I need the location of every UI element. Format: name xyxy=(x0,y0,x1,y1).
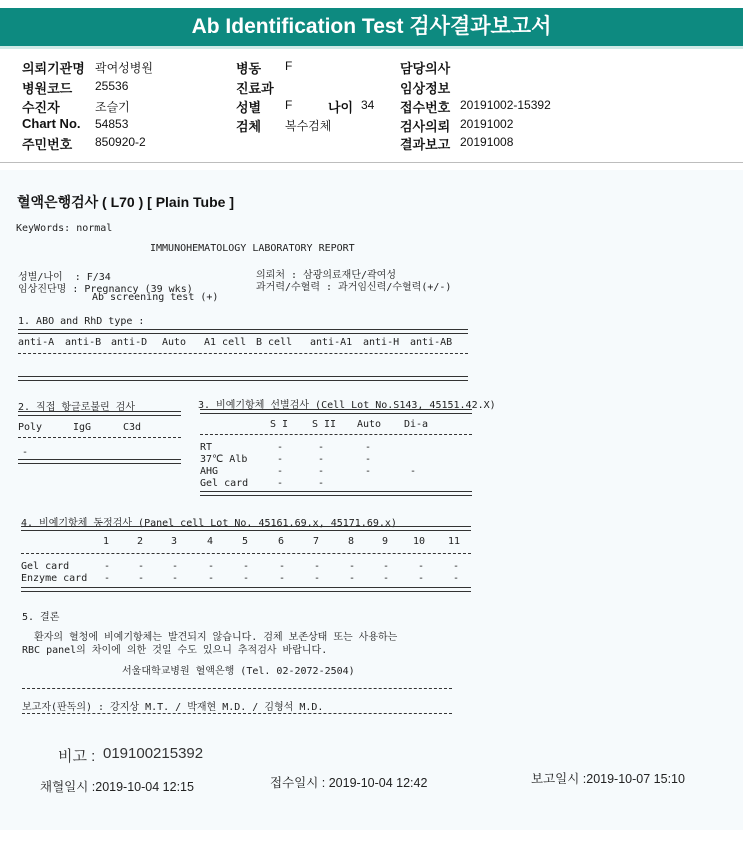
s2-col-c3d: C3d xyxy=(123,422,142,433)
s3-cell: - xyxy=(365,454,372,465)
s3-cell: - xyxy=(318,466,325,477)
s3-title: 3. 비예기항체 선별검사 (Cell Lot No.S143, 45151.42.X) xyxy=(198,400,496,411)
receipt-no-value: 20191002-15392 xyxy=(460,98,551,112)
s3-rule-mid xyxy=(200,434,472,435)
remark-value: 019100215392 xyxy=(103,745,204,762)
s2-rule-top xyxy=(18,411,181,416)
collector-label: 수진자 xyxy=(22,100,60,115)
age-value: 34 xyxy=(361,98,375,112)
s4-col: 9 xyxy=(382,536,389,547)
chart-no-label: Chart No. xyxy=(22,116,81,131)
diagnosis-secondary: Ab screening test (+) xyxy=(92,292,219,303)
s1-col-anti-a1: anti-A1 xyxy=(310,337,353,348)
s4-cell: - xyxy=(208,573,215,584)
collector-value: 조슬기 xyxy=(95,100,130,114)
doctor-label: 담당의사 xyxy=(400,61,451,76)
s5-title: 5. 결론 xyxy=(22,612,60,623)
s4-cell: - xyxy=(172,573,179,584)
s3-rule-bottom xyxy=(200,491,472,496)
s3-cell: - xyxy=(410,466,417,477)
s4-cell: - xyxy=(349,561,356,572)
receive-datetime: 접수일시 : 2019-10-04 12:42 xyxy=(270,776,428,790)
lab-title: IMMUNOHEMATOLOGY LABORATORY REPORT xyxy=(150,243,355,254)
diagnosis: 임상진단명 : Pregnancy (39 wks) xyxy=(18,284,193,295)
receipt-no-label: 접수번호 xyxy=(400,100,451,115)
s3-col-s1: S I xyxy=(270,419,289,430)
s3-row-label: RT xyxy=(200,442,213,453)
s1-title: 1. ABO and RhD type : xyxy=(18,316,145,327)
s4-cell: - xyxy=(172,561,179,572)
s4-cell: - xyxy=(383,573,390,584)
s2-title: 2. 직접 항글로불린 검사 xyxy=(18,402,136,413)
sex-label: 성별 xyxy=(236,100,262,115)
s2-col-igg: IgG xyxy=(73,422,92,433)
ward-label: 병동 xyxy=(236,61,262,76)
s4-col: 3 xyxy=(171,536,178,547)
s4-title: 4. 비예기항체 동정검사 (Panel cell Lot No. 45161.69.x, 45171.69.x) xyxy=(21,518,397,529)
s4-cell: - xyxy=(418,561,425,572)
institution-value: 곽여성병원 xyxy=(95,61,153,75)
s3-row-label: 37℃ Alb xyxy=(200,454,248,465)
s4-rule-bottom xyxy=(21,587,471,592)
reporter-rule-top xyxy=(22,688,452,689)
header-divider xyxy=(0,162,743,163)
section-title: 혈액은행검사 ( L70 ) [ Plain Tube ] xyxy=(17,194,235,210)
s1-col-anti-b: anti-B xyxy=(65,337,102,348)
keywords: KeyWords: normal xyxy=(16,223,113,234)
s4-cell: - xyxy=(383,561,390,572)
report-body xyxy=(0,170,743,830)
s3-cell: - xyxy=(277,478,284,489)
s2-rule-mid xyxy=(18,437,181,438)
s1-col-anti-ab: anti-AB xyxy=(410,337,453,348)
s4-col: 10 xyxy=(413,536,426,547)
conclusion-line-1: 환자의 혈청에 비예기항체는 발견되지 않습니다. 검체 보존상태 또는 사용하는 xyxy=(34,632,398,643)
institution-label: 의뢰기관명 xyxy=(22,61,85,76)
collect-datetime: 채혈일시 :2019-10-04 12:15 xyxy=(40,780,194,794)
s4-cell: - xyxy=(104,561,111,572)
s4-col: 6 xyxy=(278,536,285,547)
s4-cell: - xyxy=(314,561,321,572)
s1-col-anti-h: anti-H xyxy=(363,337,400,348)
s3-rule-top xyxy=(200,409,472,414)
s3-row-label: Gel card xyxy=(200,478,249,489)
s4-rule-mid xyxy=(21,553,471,554)
s1-rule-mid xyxy=(18,353,468,354)
sex-age: 성별/나이 : F/34 xyxy=(18,272,111,283)
s1-col-anti-a: anti-A xyxy=(18,337,55,348)
requester: 의뢰처 : 삼광의료재단/곽여성 xyxy=(256,270,397,281)
s1-col-a1-cell: A1 cell xyxy=(204,337,247,348)
reporter-rule-bottom xyxy=(22,713,452,714)
s4-col: 5 xyxy=(242,536,249,547)
request-label: 검사의뢰 xyxy=(400,119,451,134)
s1-col-b-cell: B cell xyxy=(256,337,293,348)
specimen-value: 복수검체 xyxy=(285,119,332,133)
dept-label: 진료과 xyxy=(236,81,274,96)
s4-cell: - xyxy=(349,573,356,584)
s4-cell: - xyxy=(279,573,286,584)
blood-bank-contact: 서울대학교병원 혈액은행 (Tel. 02-2072-2504) xyxy=(122,666,355,677)
request-date: 20191002 xyxy=(460,117,514,131)
s3-row-label: AHG xyxy=(200,466,219,477)
reporter: 보고자(판독의) : 강지상 M.T. / 박재현 M.D. / 김형석 M.D. xyxy=(22,702,324,713)
specimen-label: 검체 xyxy=(236,119,262,134)
s4-cell: - xyxy=(453,561,460,572)
title-banner xyxy=(0,8,743,49)
s4-cell: - xyxy=(279,561,286,572)
rrn-label: 주민번호 xyxy=(22,137,73,152)
s3-cell: - xyxy=(277,454,284,465)
s4-cell: - xyxy=(243,561,250,572)
chart-no-value: 54853 xyxy=(95,117,129,131)
s1-rule-bottom xyxy=(18,376,468,381)
s2-col-poly: Poly xyxy=(18,422,43,433)
s4-col: 2 xyxy=(137,536,144,547)
transfusion-history: 과거력/수혈력 : 과거임신력/수혈력(+/-) xyxy=(256,282,452,293)
s3-cell: - xyxy=(318,442,325,453)
remark-label: 비고 : xyxy=(58,748,96,765)
s2-value: - xyxy=(22,447,29,458)
s3-col-s2: S II xyxy=(312,419,337,430)
s3-col-dia: Di-a xyxy=(404,419,429,430)
report-datetime: 보고일시 :2019-10-07 15:10 xyxy=(531,772,685,786)
s4-rule-top xyxy=(21,526,471,531)
s4-row-label: Gel card xyxy=(21,561,70,572)
s3-cell: - xyxy=(318,478,325,489)
s4-cell: - xyxy=(104,573,111,584)
clinical-label: 임상정보 xyxy=(400,81,451,96)
s4-col: 7 xyxy=(313,536,320,547)
report-title: Ab Identification Test 검사결과보고서 xyxy=(191,15,552,38)
s4-col: 1 xyxy=(103,536,110,547)
s4-cell: - xyxy=(418,573,425,584)
s3-cell: - xyxy=(277,466,284,477)
sex-value: F xyxy=(285,98,293,112)
s4-cell: - xyxy=(138,561,145,572)
hospital-code-label: 병원코드 xyxy=(22,81,73,96)
report-label: 결과보고 xyxy=(400,137,451,152)
s4-col: 8 xyxy=(348,536,355,547)
report-date: 20191008 xyxy=(460,135,514,149)
s3-cell: - xyxy=(277,442,284,453)
s4-col: 4 xyxy=(207,536,214,547)
s4-row-label: Enzyme card xyxy=(21,573,88,584)
rrn-value: 850920-2 xyxy=(95,135,146,149)
s3-col-auto: Auto xyxy=(357,419,382,430)
s4-cell: - xyxy=(138,573,145,584)
s1-col-auto: Auto xyxy=(162,337,187,348)
s4-cell: - xyxy=(243,573,250,584)
age-label: 나이 xyxy=(328,100,354,115)
hospital-code-value: 25536 xyxy=(95,79,129,93)
s4-cell: - xyxy=(453,573,460,584)
ward-value: F xyxy=(285,59,293,73)
s4-cell: - xyxy=(314,573,321,584)
s3-cell: - xyxy=(318,454,325,465)
s3-cell: - xyxy=(365,466,372,477)
s1-col-anti-d: anti-D xyxy=(111,337,148,348)
s4-cell: - xyxy=(208,561,215,572)
conclusion-line-2: RBC panel의 차이에 의한 것일 수도 있으니 추적검사 바랍니다. xyxy=(22,645,328,656)
s4-col: 11 xyxy=(448,536,461,547)
s2-rule-bottom xyxy=(18,459,181,464)
s3-cell: - xyxy=(365,442,372,453)
s1-rule-top xyxy=(18,329,468,334)
